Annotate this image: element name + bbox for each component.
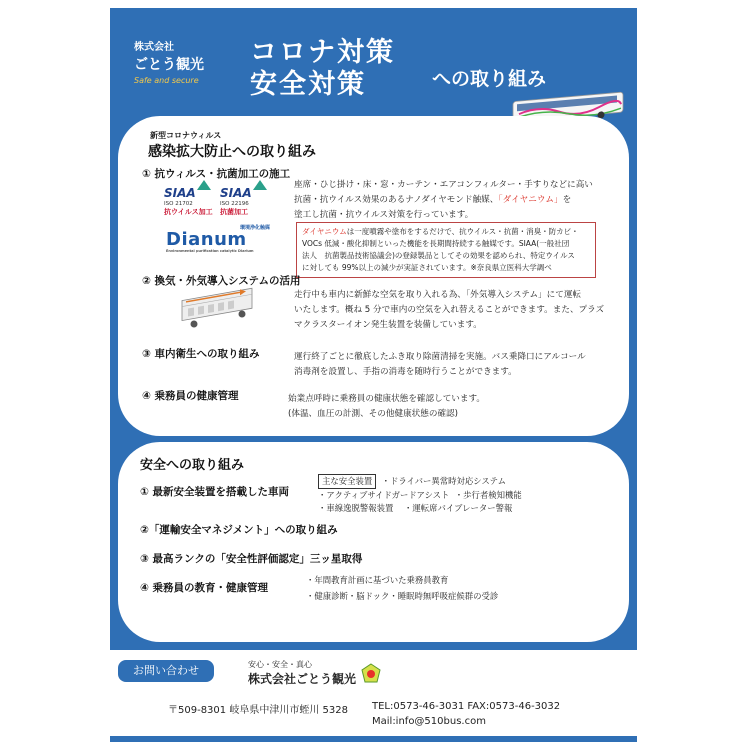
company-address: 〒509-8301 岐阜県中津川市蛭川 5328 xyxy=(168,705,348,716)
footer-tagline: 安心・安全・真心 xyxy=(248,660,312,669)
item-heading: ① 抗ウィルス・抗菌加工の施工 xyxy=(142,168,291,180)
dianum-note-box: ダイヤニウムは一度噴霧や塗布をするだけで、抗ウイルス・抗菌・消臭・防カビ・ VOCs 低減・酸化抑制といった機能を長期間持続する触媒です。SIAA(一般社団 法人 抗菌製品技術協議会)の登録製品としてその効果を認められ、特定ウイルス に対しても 99%以上の減少が実証されています。※奈良県立医科大学調べ xyxy=(296,222,596,278)
siaa-antiviral-badge: SIAA ISO 21702 抗ウイルス加工 xyxy=(164,182,216,217)
equipment-label: 主な安全装置 xyxy=(318,474,376,489)
item-description: 走行中も車内に新鮮な空気を取り入れる為、「外気導入システム」にて運転 いたします。概ね 5 分で車内の空気を入れ替えることができます。また、プラズ マクラスターイオン発生装置を装備しています。 xyxy=(294,290,605,330)
education-list: ・年間教育計画に基づいた乗務員教育 ・健康診断・脳ドック・睡眠時無呼吸症候群の受診 xyxy=(306,575,499,601)
item-heading: ③ 最高ランクの「安全性評価認定」三ッ星取得 xyxy=(140,553,363,565)
siaa-antibacterial-badge: SIAA ISO 22196 抗菌加工 xyxy=(220,182,272,217)
infection-prevention-panel xyxy=(118,116,629,436)
main-title-suffix: への取り組み xyxy=(432,68,547,90)
contact-footer xyxy=(110,650,637,742)
item-heading: ② 換気・外気導入システムの活用 xyxy=(142,275,301,287)
dianum-logo: 環境浄化触媒 Dianum Environmental purification catalytic Diarium xyxy=(166,225,270,253)
section-eyebrow: 新型コロナウィルス xyxy=(150,131,222,140)
english-slogan: Safe and secure xyxy=(134,76,199,85)
item-heading: ④ 乗務員の教育・健康管理 xyxy=(140,582,269,594)
section-title: 感染拡大防止への取り組み xyxy=(148,144,316,160)
flyer-header xyxy=(110,8,637,118)
siaa-mark-icon xyxy=(253,180,267,190)
item-description: 始業点呼時に乗務員の健康状態を確認しています。 (体温、血圧の計測、その他健康状態の確認) xyxy=(288,394,485,419)
siaa-logos xyxy=(164,182,276,226)
flyer xyxy=(110,8,637,742)
company-name: ごとう観光 xyxy=(134,57,204,73)
company-logo-icon xyxy=(360,662,382,684)
item-description: 座席・ひじ掛け・床・窓・カーテン・エアコンフィルター・手すりなどに高い 抗菌・抗ウイルス効果のあるナノダイヤモンド触媒、「ダイヤニウム」を 塗工し抗菌・抗ウイルス対策を行っています。 xyxy=(294,180,593,220)
contact-button[interactable]: お問い合わせ xyxy=(118,660,214,682)
item-heading: ① 最新安全装置を搭載した車両 xyxy=(140,486,290,498)
item-description: 運行終了ごとに徹底したふき取り除菌清掃を実施。バス乗降口にアルコール 消毒剤を設置し、手指の消毒を随時行うことができます。 xyxy=(294,352,586,377)
main-title-line2: 安全対策 xyxy=(250,69,366,100)
company-type: 株式会社 xyxy=(134,42,174,53)
section-title: 安全への取り組み xyxy=(140,458,245,473)
footer-company-name: 株式会社ごとう観光 xyxy=(248,672,357,686)
safety-equipment-list: 主な安全装置 ・ドライバー異常時対応システム ・アクティブサイドガードアシスト ・歩行者検知機能 ・車線逸脱警報装置 ・運転席バイブレーター警報 xyxy=(318,476,522,513)
item-heading: ②「運輸安全マネジメント」への取り組み xyxy=(140,524,338,536)
company-phone: TEL:0573-46-3031 FAX:0573-46-3032 xyxy=(372,701,561,712)
item-heading: ④ 乗務員の健康管理 xyxy=(142,390,239,402)
item-heading: ③ 車内衛生への取り組み xyxy=(142,348,260,360)
ventilation-diagram-icon xyxy=(174,286,260,332)
company-email[interactable]: Mail:info@510bus.com xyxy=(372,716,486,727)
siaa-mark-icon xyxy=(197,180,211,190)
safety-panel xyxy=(118,442,629,642)
main-title-line1: コロナ対策 xyxy=(250,37,395,68)
bottom-band xyxy=(110,736,637,742)
